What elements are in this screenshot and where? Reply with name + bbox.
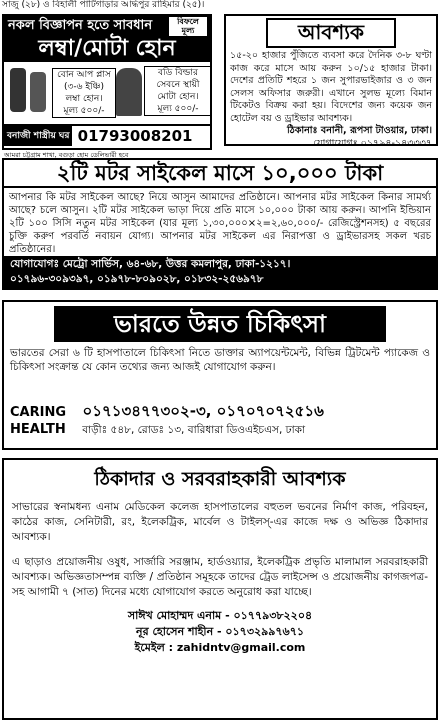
ad4-brand-line2 (10, 422, 305, 440)
ad1-title: লম্বা/মোটা হোন (4, 36, 210, 62)
ad3-title: ২টি মটর সাইকেল মাসে ১০,০০০ টাকা (4, 160, 436, 188)
ad5-paragraph1: সাভারের স্বনামধন্য এনাম মেডিকেল কলেজ হাসপাতালের বহুতল ভবনের নির্মাণ কাজ, পরিবহন, কাঠের কাজ, সেনিটারী, রং, ইলেকট্রিক, মার্বেল ও টাইলস্-এর কাজে দক্ষ ও অভিজ্ঞ ঠিকাদার আবশ্যক। (12, 501, 428, 543)
ad2-contact: যোগাযোগঃ ০১৭৯৪-১৪৩৩৩৭ (313, 137, 432, 149)
person-image (10, 68, 26, 112)
ad2-title: আবশ্যক (266, 18, 396, 48)
ad3-phones: ০১৭৯৬-৩০৯৩৯৭, ০১৯৭৮-৮০৯০২৮, ০১৮৩২-২৫৬৯৭৮ (10, 273, 264, 285)
ad-india-treatment (2, 300, 438, 450)
ad-height-weight (2, 14, 212, 150)
ad4-phones: ০১৭১৩৪৭৭৩০২-৩, ০১৭০৭০৭২৫১৬ (82, 402, 324, 420)
ad3-contact: যোগাযোগঃ মেট্রো সার্ভিস, ৬৪-৬৮, উত্তর কমলাপুর, ঢাকা-১২১৭। (10, 258, 291, 270)
ad1-phone: 01793008201 (77, 127, 193, 145)
ad4-title: ভারতে উন্নত চিকিৎসা (54, 306, 386, 342)
ad1-shop: বনাজী শাস্ত্রীয় ঘর (4, 126, 72, 146)
ad1-left-line: বোন আপ প্লাস (57, 70, 111, 80)
ad1-right-line: সেবনে স্থায়ী (156, 80, 200, 90)
top-strip: সাজু (২৮) ও বিহালী পাটিগাড়ার আর্দ্ধপুর রাহিমার (২৫)। (2, 0, 205, 10)
ad4-brand2: HEALTH (10, 422, 66, 437)
ad1-left-line: লম্বা হোন। (65, 94, 103, 104)
ad1-head-text: নকল বিজ্ঞাপন হতে সাবধান (8, 18, 153, 33)
ad1-refund-tag: বিফলে মূল্য (169, 17, 207, 44)
ad1-warning (4, 16, 210, 36)
ad1-address: আমরা চট্টগ্রাম শাখা, বগুড়া হোম ডেলিভারী হবে (4, 151, 129, 159)
ad1-right-line: মোটা হোন। (157, 92, 199, 102)
ad5-contact1: সাঈখ মোহাম্মদ এনাম - ০১৭৭৯৩৮২২০৪ (127, 609, 313, 622)
ad5-email[interactable]: ইমেইল : zahidntv@gmail.com (134, 641, 306, 654)
ad5-title: ঠিকাদার ও সরবরাহকারী আবশ্যক (94, 468, 346, 490)
ad1-right-line: মূল্য ৫০০/- (157, 104, 199, 114)
ad2-body-text: ১৫-২০ হাজার পুঁজিতে ব্যবসা করে দৈনিক ৩-৮ ঘণ্টা কাজ করে মাসে আয় করুন ১০/১৫ হাজার টাকা। দেশের প্রতিটি শহরে ১ জন সুপারভাইজার ও ৩ জন সেলস অফিসার জরুরী। এখানে সুলভ মূল্যে বিমান টিকেটও বিক্রয় করা হয়। বিদেশের জন্য কয়েক জন হোটেল বয় ও ড্রাইভার আবশ্যক। (230, 50, 432, 124)
ad1-left-box (52, 68, 116, 118)
bodybuilder-image (116, 68, 142, 116)
ad1-left-line: (৩-৬ ইঞ্চি) (64, 82, 104, 92)
ad1-left-line: মূল্য ৫০০/- (63, 106, 105, 116)
ad1-right-line: বডি বিল্ডার (158, 68, 198, 78)
ad1-right-box (144, 66, 212, 116)
ad4-brand1: CARING (10, 405, 66, 420)
ad5-contact2: নূর হোসেন শাহীন - ০১৭৩২৯৯৭৬৭১ (136, 625, 304, 638)
ad-wanted (224, 14, 438, 149)
ad4-address: বাড়ীঃ ৫৪৮, রোডঃ ১৩, বারিধারা ডিওএইচএস, ঢাকা (82, 424, 306, 436)
ad-motorcycle (2, 158, 438, 290)
ad4-body: ভারতের সেরা ৬ টি হাসপাতালে চিকিৎসা নিতে ডাক্তার অ্যাপয়েন্টমেন্ট, বিভিন্ন ট্রিটমেন্ট প্যাকেজ ও চিকিৎসা সংক্রান্ত যে কোন তথ্যের জন্য আজই যোগাযোগ করুন। (10, 347, 430, 373)
ad3-footer (4, 256, 436, 288)
ad2-body (226, 48, 436, 150)
ad-contractor (2, 458, 438, 720)
ad1-contact (4, 124, 210, 148)
ad3-body: আপনার কি মটর সাইকেল আছে? নিয়ে আসুন আমাদের প্রতিষ্ঠানে। আপনার মটর সাইকেল কিনার সামর্থ্য আছে? চলে আসুন। ২টি মটর সাইকেল ভাড়া দিয়ে প্রতি মাসে ১০,০০০ টাকা আয় করুন। আপনি ইন্ডিয়ান ২টি ১০০ সিসি নতুন মটর সাইকেল (যার মূল্য ১,৩০,০০০×২=২,৬০,০০০/- রেজিস্ট্রেশনসহ) ৫ বছরের চুক্তি করুণ পরবর্তি নবায়ন যোগ্য। আপনার মটর সাইকেল এর নিরাপত্তা ও ড্রাইভারসহ সকল খরচ প্রতিষ্ঠানের। (9, 192, 431, 255)
person-image (30, 72, 46, 112)
ad2-address: ঠিকানাঃ বনানী, রূপসা টাওয়ার, ঢাকা। (286, 125, 432, 136)
ad5-paragraph2: এ ছাড়াও প্রয়োজনীয় ওষুধ, সার্জারি সরঞ্জাম, হার্ডওয়্যার, ইলেকট্রিক প্রভৃতি মালামাল সরবরাহকারী আবশ্যক। অভিজ্ঞতাসম্পন্ন ব্যক্তি / প্রতিষ্ঠান সমূহকে তাদের ট্রেড লাইসেন্স ও প্রয়োজনীয় কাগজপত্র-সহ আগামী ৭ (সাত) দিনের মধ্যে যোগাযোগ করতে অনুরোধ করা যাচ্ছে। (12, 556, 428, 598)
